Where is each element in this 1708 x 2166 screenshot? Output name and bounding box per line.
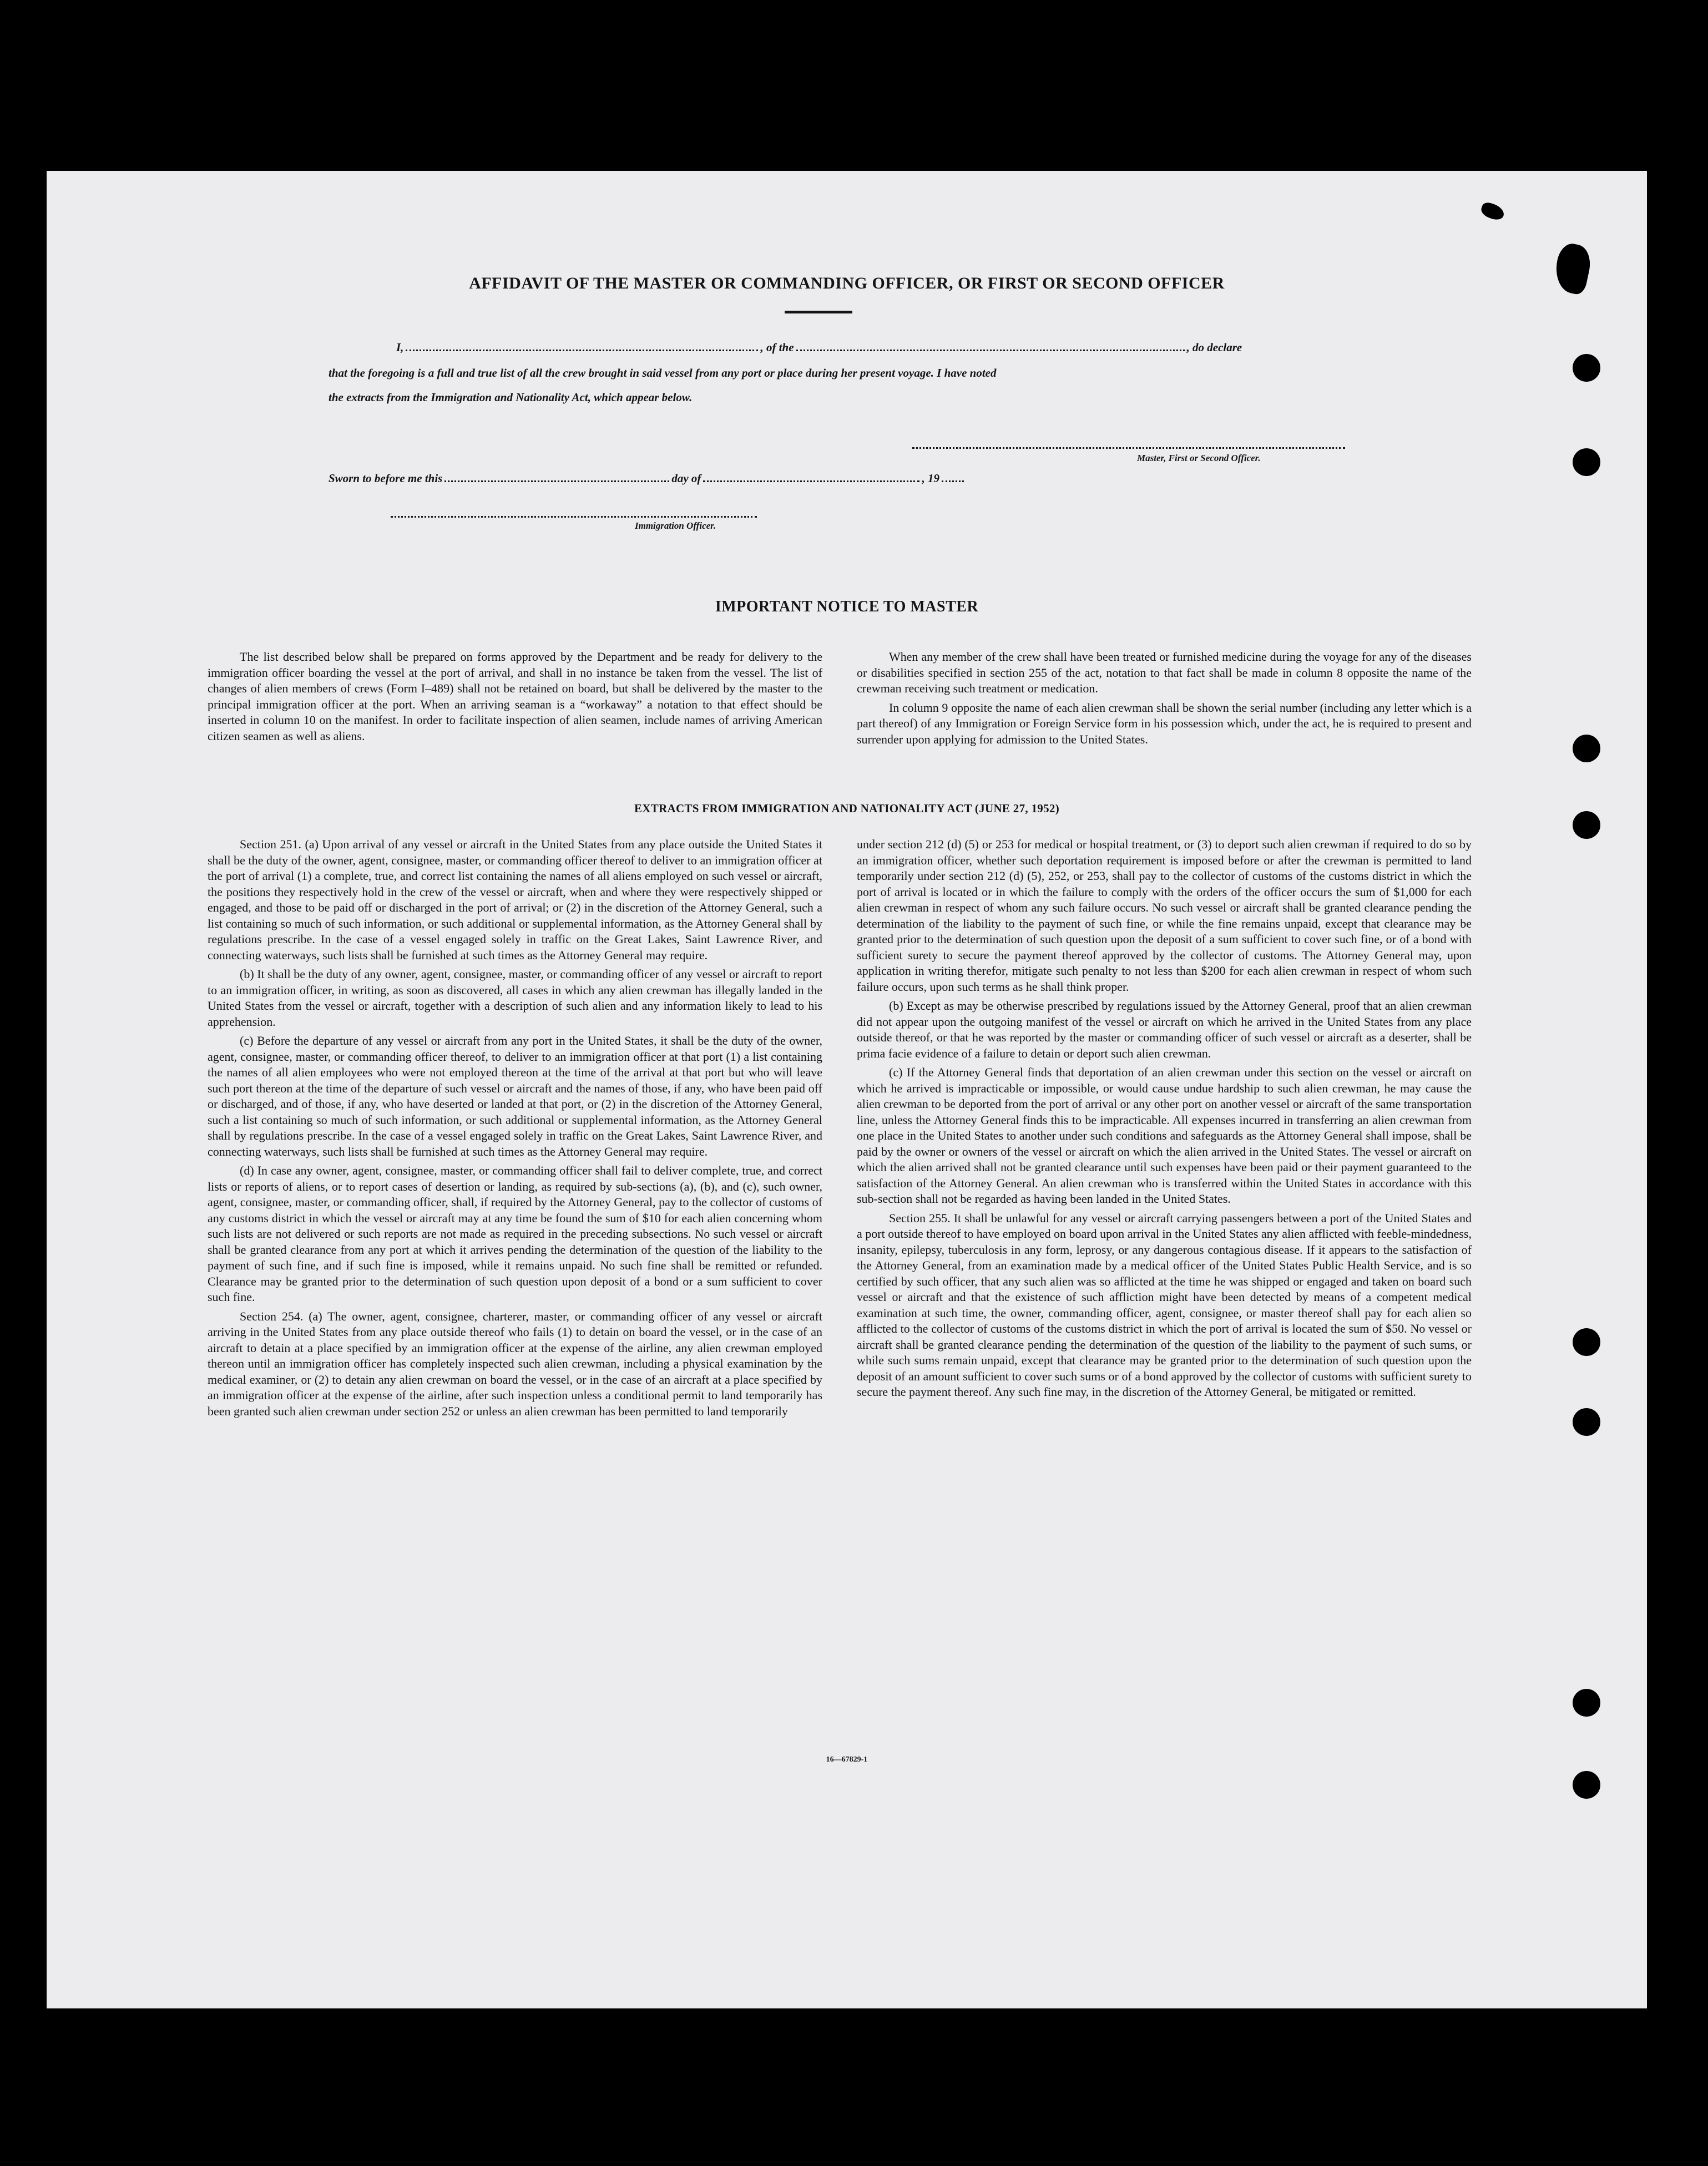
affidavit-title: AFFIDAVIT OF THE MASTER OR COMMANDING OFFICER, OR FIRST OR SECOND OFFICER bbox=[469, 274, 1225, 292]
master-signature-field[interactable] bbox=[912, 447, 1345, 449]
document-page bbox=[47, 171, 1647, 2008]
notice-paragraph: The list described below shall be prepared on forms approved by the Department and be ready for delivery to the immigration officer boarding the vessel at the port of arrival, and shall in no instance be taken from the vessel. The list of changes of alien members of crews (Form I–489) shall not be retained on board, but shall be delivered by the master to the principal immigration officer at the port. When an arriving seaman is a “workaway” a notation to that effect should be inserted in column 10 on the manifest. In order to facilitate inspection of alien seamen, include names of arriving American citizen seamen as well as aliens. bbox=[208, 650, 822, 743]
notice-paragraph: In column 9 opposite the name of each alien crewman shall be shown the serial number (including any letter which is a part thereof) of any Immigration or Foreign Service form in his possession which, under the act, he is required to present and surrender upon applying for admission to the United States. bbox=[857, 700, 1472, 746]
vessel-field[interactable] bbox=[796, 349, 1185, 351]
section-paragraph: under section 212 (d) (5) or 253 for medical or hospital treatment, or (3) to deport such alien crewman if required to do so by an immigration officer, whether such deportation requirement is imposed before or after the crewman is permitted to land temporarily under section 212 (d) (5), 252, or 253, shall pay to the collector of customs of the customs district in which the port of arrival is located or in which the failure to comply with the orders of the officer occurs the sum of $1,000 for each alien crewman in respect of whom any such failure occurs. No such vessel or aircraft shall be granted clearance pending the determination of the liability to the payment of such fine, or while the fine remains unpaid, except that clearance may be granted prior to the determination of such question upon the deposit of a sum sufficient to cover such fine, or of a bond with sufficient surety to secure the payment thereof approved by the collector of customs. The Attorney General may, upon application in writing therefor, mitigate such penalty to not less than $200 for each alien crewman in respect of whom such failure occurs, upon such terms as he shall think proper. bbox=[857, 837, 1472, 994]
extracts-right-column bbox=[857, 837, 1472, 1404]
sworn-month-field[interactable] bbox=[703, 480, 919, 482]
day-of-label: day of bbox=[671, 472, 701, 485]
immigration-officer-caption: Immigration Officer. bbox=[635, 520, 716, 531]
sworn-date-field[interactable] bbox=[444, 480, 669, 482]
extracts-left-column bbox=[208, 837, 822, 1423]
master-signature-caption: Master, First or Second Officer. bbox=[1137, 453, 1261, 463]
title-underline bbox=[785, 311, 852, 313]
section-paragraph: Section 255. It shall be unlawful for any vessel or aircraft carrying passengers between a port of the United States and a port outside thereof to have employed on board upon arrival in the United States any alien afflicted with feeble-mindedness, insanity, epilepsy, tuberculosis in any form, leprosy, or any dangerous contagious disease. If it appears to the satisfaction of the Attorney General, from an examination made by a medical officer of the United States Public Health Service, and is so certified by such officer, that any such alien was so afflicted at the time he was shipped or engaged and taken on board such vessel or aircraft and that the existence of such affliction might have been detected by means of a competent medical examination at such time, the owner, commanding officer, agent, consignee, or master thereof shall pay for each alien so afflicted to the collector of customs of the customs district in which the port of arrival is located the sum of $50. No vessel or aircraft shall be granted clearance pending the determination of the question of the liability to the payment of such sums, or while such sums remain unpaid, except that clearance may be granted prior to the determination of such question upon the deposit of an amount sufficient to cover such sums or of a bond approved by the collector of customs with sufficient surety to secure the payment thereof. Any such fine may, in the discretion of the Attorney General, be mitigated or remitted. bbox=[857, 1211, 1472, 1399]
punch-hole bbox=[1573, 448, 1600, 476]
section-paragraph: (b) It shall be the duty of any owner, agent, consignee, master, or commanding officer of any vessel or aircraft to report to an immigration officer, in writing, as soon as discovered, all cases in which any alien crewman has illegally landed in the United States from the vessel or aircraft, together with a description of such alien and any information likely to lead to his apprehension. bbox=[208, 967, 822, 1029]
scan-blot-top bbox=[1479, 201, 1506, 222]
year-label: , 19 bbox=[922, 472, 939, 485]
immigration-officer-signature-field[interactable] bbox=[391, 516, 757, 518]
punch-hole bbox=[1573, 735, 1600, 762]
extracts-title: EXTRACTS FROM IMMIGRATION AND NATIONALITY ACT (JUNE 27, 1952) bbox=[634, 802, 1059, 815]
declaration-text-line-3: the extracts from the Immigration and Nationality Act, which appear below. bbox=[329, 391, 693, 404]
punch-hole bbox=[1573, 1771, 1600, 1799]
section-paragraph: (c) If the Attorney General finds that deportation of an alien crewman under this section on the vessel or aircraft on which he arrived is impracticable or impossible, or would cause undue hardship to such alien crewman, he may cause the alien crewman to be deported from the port of arrival or any other port on another vessel or aircraft of the same transportation line, unless the Attorney General finds this to be impracticable. All expenses incurred in transferring an alien crewman from one place in the United States to another under such conditions and safeguards as the Attorney General shall impose, shall be paid by the owner or owners of the vessel or aircraft on which the alien arrived in the United States. The vessel or aircraft on which the alien arrived shall not be granted clearance until such expenses have been paid or their payment guaranteed to the satisfaction of the Attorney General. An alien crewman who is transferred within the United States in accordance with this sub-section shall not be regarded as having been landed in the United States. bbox=[857, 1065, 1472, 1206]
section-paragraph: (d) In case any owner, agent, consignee, master, or commanding officer shall fail to deliver complete, true, and correct lists or reports of aliens, or to report cases of desertion or landing, as required by sub-sections (a), (b), and (c), such owner, agent, consignee, master, or commanding officer, shall, if required by the Attorney General, pay to the collector of customs of any customs district in which the vessel or aircraft may at any time be found the sum of $10 for each alien concerning whom such lists are not delivered or such reports are not made as required in the preceding subsections. No such vessel or aircraft shall be granted clearance from any port at which it arrives pending the determination of the question of the liability to the payment of such fine, and if such fine is imposed, while it remains unpaid. No such fine shall be remitted or refunded. Clearance may be granted prior to the determination of such question upon deposit of a bond or a sum sufficient to cover such fine. bbox=[208, 1163, 822, 1304]
do-declare-label: , do declare bbox=[1186, 341, 1242, 354]
form-number: 16—67829-1 bbox=[826, 1755, 868, 1764]
notice-title: IMPORTANT NOTICE TO MASTER bbox=[715, 598, 979, 615]
sworn-label: Sworn to before me this bbox=[329, 472, 443, 485]
section-paragraph: (b) Except as may be otherwise prescribed by regulations issued by the Attorney General, proof that an alien crewman did not appear upon the outgoing manifest of the vessel or aircraft on which he arrived in the United States from any place outside thereof, or that he was reported by the master or commanding officer of such vessel or aircraft as a deserter, shall be prima facie evidence of a failure to detain or deport such alien crewman. bbox=[857, 999, 1472, 1060]
declaration-i-label: I, bbox=[396, 341, 404, 354]
section-paragraph: Section 251. (a) Upon arrival of any vessel or aircraft in the United States from any place outside the United States it shall be the duty of the owner, agent, consignee, master, or commanding officer thereof to deliver to an immigration officer at the port of arrival (1) a complete, true, and correct list containing the names of all aliens employed on such vessel or aircraft, the positions they respectively hold in the crew of the vessel or aircraft, when and where they were respectively shipped or engaged, and those to be paid off or discharged in the port of arrival; or (2) in the discretion of the Attorney General, such a list containing so much of such information, or such additional or supplemental information, as the Attorney General shall by regulations prescribe. In the case of a vessel engaged solely in traffic on the Great Lakes, Saint Lawrence River, and connecting waterways, such lists shall be furnished at such times as the Attorney General may require. bbox=[208, 837, 822, 962]
sworn-line bbox=[329, 472, 966, 485]
notice-paragraph: When any member of the crew shall have been treated or furnished medicine during the voyage for any of the diseases or disabilities specified in section 255 of the act, notation to that fact shall be made in column 8 opposite the name of the crewman receiving such treatment or medication. bbox=[857, 650, 1472, 695]
notice-right-column bbox=[857, 649, 1472, 751]
punch-hole bbox=[1573, 1328, 1600, 1356]
declaration-text-line-2: that the foregoing is a full and true list of all the crew brought in said vessel from any port or place during her present voyage. I have noted bbox=[329, 366, 997, 379]
section-paragraph: Section 254. (a) The owner, agent, consignee, charterer, master, or commanding officer of any vessel or aircraft arriving in the United States from any place outside thereof who fails (1) to detain on board the vessel, or in the case of an aircraft to detain at a place specified by an immigration officer at the expense of the airline, any alien crewman employed thereon until an immigration officer has completely inspected such alien crewman, including a physical examination by the medical examiner, or (2) to detain any alien crewman on board the vessel, or in the case of an aircraft at a place specified by an immigration officer at the expense of the airline, after such inspection unless a conditional permit to land temporarily has been granted such alien crewman under section 252 or unless an alien crewman has been permitted to land temporarily bbox=[208, 1309, 822, 1418]
name-field[interactable] bbox=[406, 349, 758, 351]
sworn-year-field[interactable] bbox=[942, 480, 964, 482]
punch-hole bbox=[1573, 1408, 1600, 1436]
punch-hole bbox=[1573, 1689, 1600, 1717]
notice-left-column bbox=[208, 649, 822, 747]
of-the-label: , of the bbox=[760, 341, 794, 354]
declaration-line bbox=[396, 341, 1242, 355]
section-paragraph: (c) Before the departure of any vessel or aircraft from any port in the United States, it shall be the duty of the owner, agent, consignee, master, or commanding officer thereof, to deliver to an immigration officer at that port (1) a list containing the names of all alien employees who were not employed thereon at the time of the arrival at that port but who will leave such port thereon at the time of the departure of such vessel or aircraft and the names of those, if any, who have been paid off or discharged, and of those, if any, who have deserted or landed at that port, or (2) in the discretion of the Attorney General, such a list containing so much of such information, or such additional or supplemental information, as the Attorney General shall by regulations prescribe. In the case of a vessel engaged solely in traffic on the Great Lakes, Saint Lawrence River, and connecting waterways, such lists shall be furnished at such times as the Attorney General may require. bbox=[208, 1034, 822, 1158]
punch-hole bbox=[1573, 354, 1600, 382]
